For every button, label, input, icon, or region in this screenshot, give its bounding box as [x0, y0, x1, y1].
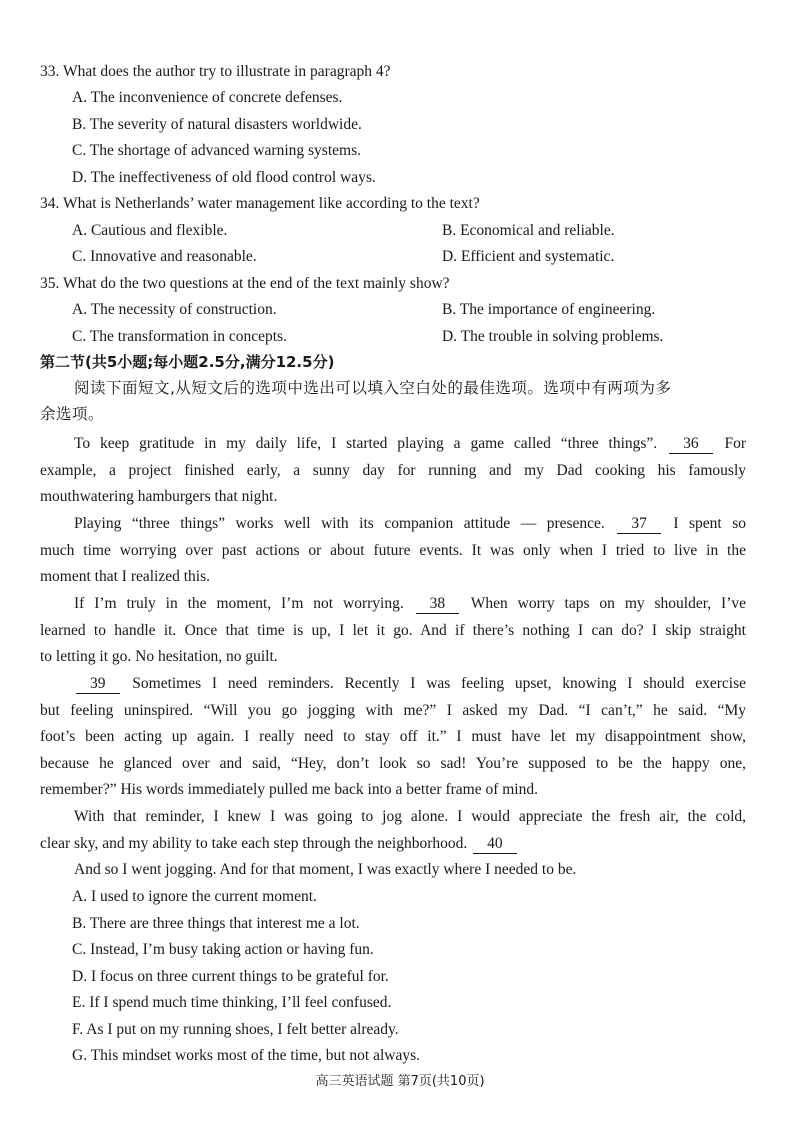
passage-line: If I’m truly in the moment, I’m not worrying. 38 When worry taps on my shoulder, I’ve	[74, 595, 747, 612]
question-option: B. Economical and reliable.	[442, 222, 615, 239]
answer-choice: B. There are three things that interest me a lot.	[72, 915, 360, 932]
passage-line: And so I went jogging. And for that moment, I was exactly where I needed to be.	[74, 861, 577, 878]
section-instruction: 余选项。	[40, 405, 105, 423]
passage-line: learned to handle it. Once that time is up, I let it go. And if there’s nothing I can do? I skip straight	[40, 622, 746, 639]
answer-choice: G. This mindset works most of the time, but not always.	[72, 1047, 421, 1064]
answer-choice: F. As I put on my running shoes, I felt better already.	[72, 1021, 399, 1038]
blank-37: 37	[617, 515, 661, 534]
question-stem: 35. What do the two questions at the end of the text mainly show?	[40, 275, 450, 292]
blank-40: 40	[473, 835, 517, 854]
question-stem: 33. What does the author try to illustrate in paragraph 4?	[40, 63, 391, 80]
blank-38: 38	[416, 595, 460, 614]
question-option: A. The necessity of construction.	[72, 301, 277, 318]
question-option: C. The shortage of advanced warning systems.	[72, 142, 361, 159]
section-heading: 第二节(共5小题;每小题2.5分,满分12.5分)	[40, 353, 335, 371]
question-option: D. Efficient and systematic.	[442, 248, 615, 265]
question-option: A. The inconvenience of concrete defenses.	[72, 89, 343, 106]
passage-line: mouthwatering hamburgers that night.	[40, 488, 278, 505]
question-option: D. The trouble in solving problems.	[442, 328, 664, 345]
passage-line: to letting it go. No hesitation, no guilt.	[40, 648, 278, 665]
question-stem: 34. What is Netherlands’ water management like according to the text?	[40, 195, 480, 212]
question-option: D. The ineffectiveness of old flood control ways.	[72, 169, 376, 186]
question-option: C. The transformation in concepts.	[72, 328, 287, 345]
question-option: A. Cautious and flexible.	[72, 222, 228, 239]
passage-line: 39 Sometimes I need reminders. Recently I was feeling upset, knowing I should exercise	[74, 674, 746, 694]
passage-line: To keep gratitude in my daily life, I started playing a game called “three things”. 36 For	[74, 435, 747, 452]
passage-line: With that reminder, I knew I was going to jog alone. I would appreciate the fresh air, the cold,	[74, 808, 746, 825]
passage-line: foot’s been acting up again. I really need to stay off it.” I must have let my disappointment show,	[40, 728, 746, 745]
blank-36: 36	[669, 435, 713, 454]
answer-choice: C. Instead, I’m busy taking action or having fun.	[72, 941, 374, 958]
passage-line: Playing “three things” works well with its companion attitude — presence. 37 I spent so	[74, 515, 747, 532]
passage-line: moment that I realized this.	[40, 568, 211, 585]
question-option: B. The importance of engineering.	[442, 301, 656, 318]
answer-choice: D. I focus on three current things to be grateful for.	[72, 968, 389, 985]
answer-choice: A. I used to ignore the current moment.	[72, 888, 317, 905]
section-instruction: 阅读下面短文,从短文后的选项中选出可以填入空白处的最佳选项。选项中有两项为多	[74, 379, 672, 397]
passage-line: because he glanced over and said, “Hey, don’t look so sad! You’re supposed to be the happy one,	[40, 755, 746, 772]
question-option: B. The severity of natural disasters worldwide.	[72, 116, 362, 133]
blank-39: 39	[76, 675, 120, 694]
passage-line: much time worrying over past actions or about future events. It was only when I tried to live in the	[40, 542, 746, 559]
answer-choice: E. If I spend much time thinking, I’ll feel confused.	[72, 994, 392, 1011]
passage-line: but feeling uninspired. “Will you go jogging with me?” I asked my Dad. “I can’t,” he said. “My	[40, 702, 746, 719]
passage-line: clear sky, and my ability to take each step through the neighborhood. 40	[40, 834, 746, 854]
page-footer: 高三英语试题 第7页(共10页)	[315, 1074, 485, 1089]
question-option: C. Innovative and reasonable.	[72, 248, 257, 265]
passage-line: remember?” His words immediately pulled me back into a better frame of mind.	[40, 781, 538, 798]
passage-line: example, a project finished early, a sunny day for running and my Dad cooking his famously	[40, 462, 746, 479]
